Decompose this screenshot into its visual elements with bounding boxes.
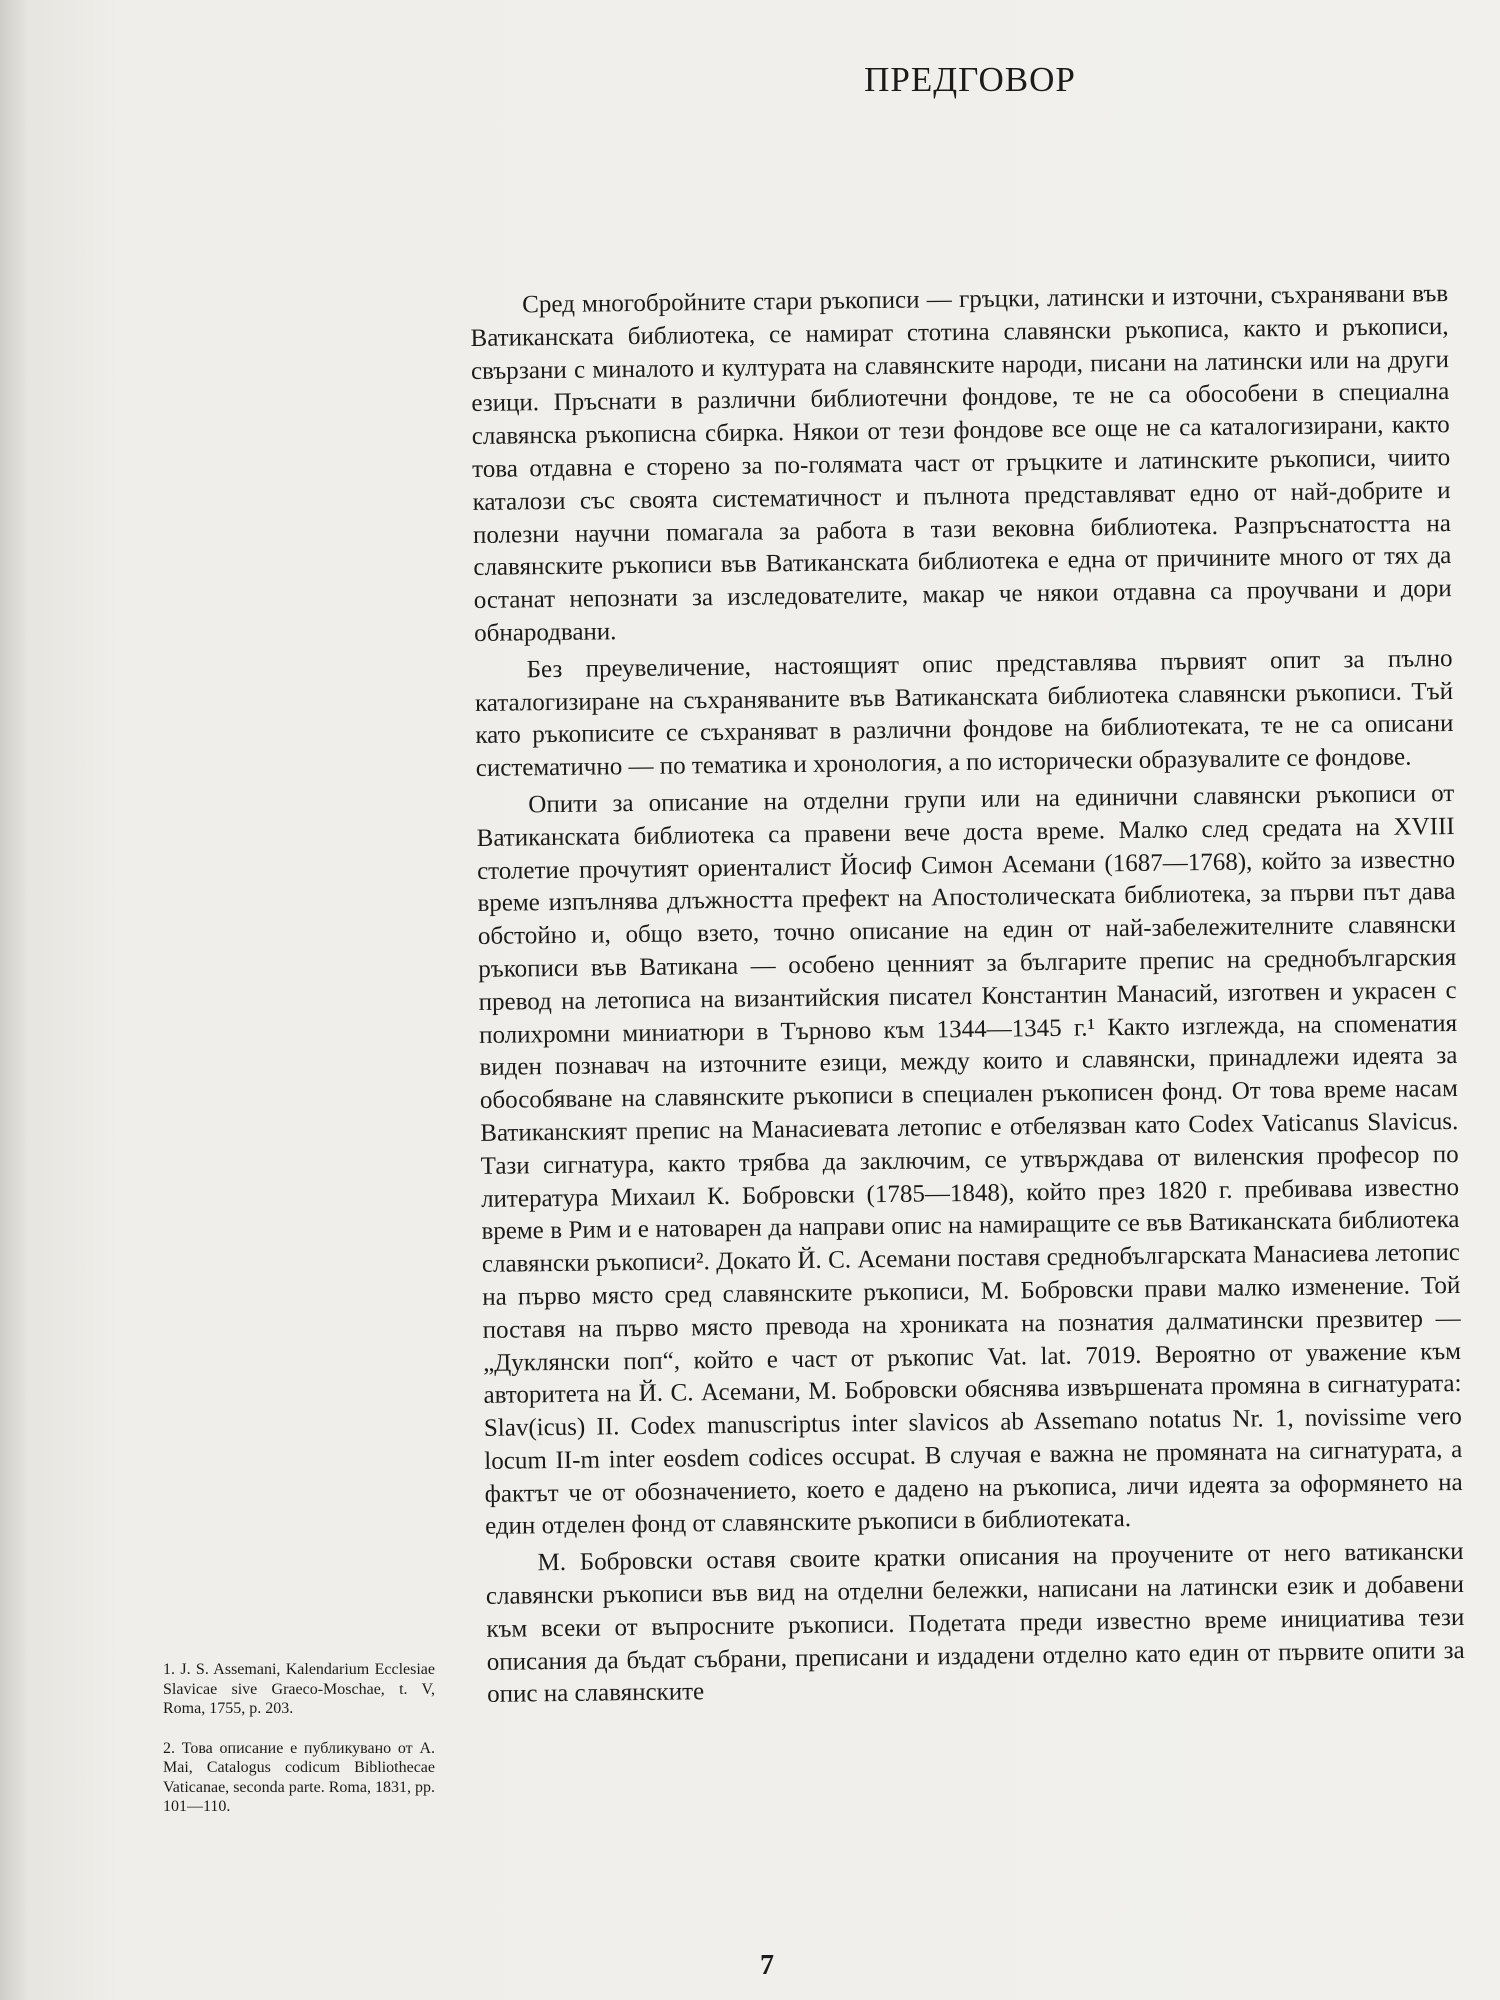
paragraph: Без преувеличение, настоящият опис представлява първият опит за пълно каталогизиране на съхраняваните във Ватиканската библиотека славянски ръкописи. Тъй като ръкописите се съхраняват в различни фондове на библиотеката, те не са описани систематично — по тематика и хронология, а по исторически образувалите се фондове.	[474, 644, 1454, 783]
footnote: 1. J. S. Assemani, Kalendarium Ecclesiae Slavicae sive Graeco-Moschae, t. V, Roma, 1755, p. 203.	[163, 1661, 435, 1717]
footnotes	[163, 1660, 435, 1837]
page-title: ПРЕДГОВОР	[864, 60, 1076, 99]
paragraph: Опити за описание на отделни групи или на единични славянски ръкописи от Ватиканската библиотека са правени вече доста време. Малко след средата на XVIII столетие прочутият ориенталист Йосиф Симон Асемани (1687—1768), който за известно време изпълнява длъжността префект на Апостолическата библиотека, за първи път дава обстойно и, общо взето, точно описание на един от най-забележителните славянски ръкописи във Ватикана — особено ценният за българите препис на среднобългарския превод на летописа на византийския писател Константин Манасий, изготвен и украсен с полихромни миниатюри в Търново към 1344—1345 г.¹ Както изглежда, на споменатия виден познавач на източните езици, между които и славянски, принадлежи идеята за обособяване на славянските ръкописи в специален ръкописен фонд. От това време насам Ватиканският препис на Манасиевата летопис е отбелязван като Codex Vaticanus Slavicus. Тази сигнатура, както трябва да заключим, се утвърждава от виленския професор по литература Михаил К. Бобровски (1785—1848), който през 1820 г. пребивава известно време в Рим и е натоварен да направи опис на намиращите се във Ватиканската библиотека славянски ръкописи². Докато Й. С. Асемани поставя среднобългарската Манасиева летопис на първо място сред славянските ръкописи, М. Бобровски прави малко изменение. Той поставя на първо място превода на хрониката на познатия далматински презвитер — „Дуклянски поп“, който е част от ръкопис Vat. lat. 7019. Вероятно от уважение към авторитета на Й. С. Асемани, М. Бобровски обяснява извършената промяна в сигнатурата: Slav(icus) II. Codex manuscriptus inter slavicos ab Assemano notatus Nr. 1, novissime vero locum II-m inter eosdem codices occupat. В случая е важна не промяната на сигнатурата, а фактът че от обозначението, което е дадено на ръкописа, личи идеята за оформянето на един отделен фонд от славянските ръкописи в библиотеката.	[476, 779, 1463, 1541]
paragraph: Сред многобройните стари ръкописи — гръцки, латински и източни, съхранявани във Ватиканската библиотека, се намират стотина славянски ръкописа, както и ръкописи, свързани с миналото и културата на славянските народи, писани на латински или на други езици. Пръснати в различни библиотечни фондове, те не са обособени в специална славянска ръкописна сбирка. Някои от тези фондове все още не са каталогизирани, както това отдавна е сторено за по-голямата част от гръцките и латинските ръкописи, чиито каталози със своята систематичност и пълнота представляват едно от най-добрите и полезни научни помагала за работа в тази вековна библиотека. Разпръснатостта на славянските ръкописи във Ватиканската библиотека е една от причините много от тях да останат непознати за изследователите, макар че някои отдавна са проучвани и дори обнародвани.	[470, 280, 1452, 647]
footnote: 2. Това описание е публикувано от A. Mai, Catalogus codicum Bibliothecae Vaticanae, seconda parte. Roma, 1831, pp. 101—110.	[163, 1739, 435, 1815]
page-number: 7	[760, 1950, 774, 1981]
main-text	[470, 278, 1465, 1716]
paragraph: М. Бобровски оставя своите кратки описания на проучените от него ватикански славянски ръкописи във вид на отделни бележки, написани на латински език и добавени към всеки от въпросните ръкописи. Подетата преди известно време инициатива тези описания да бъдат събрани, преписани и издадени отделно като един от първите опити за опис на славянските	[485, 1538, 1465, 1709]
